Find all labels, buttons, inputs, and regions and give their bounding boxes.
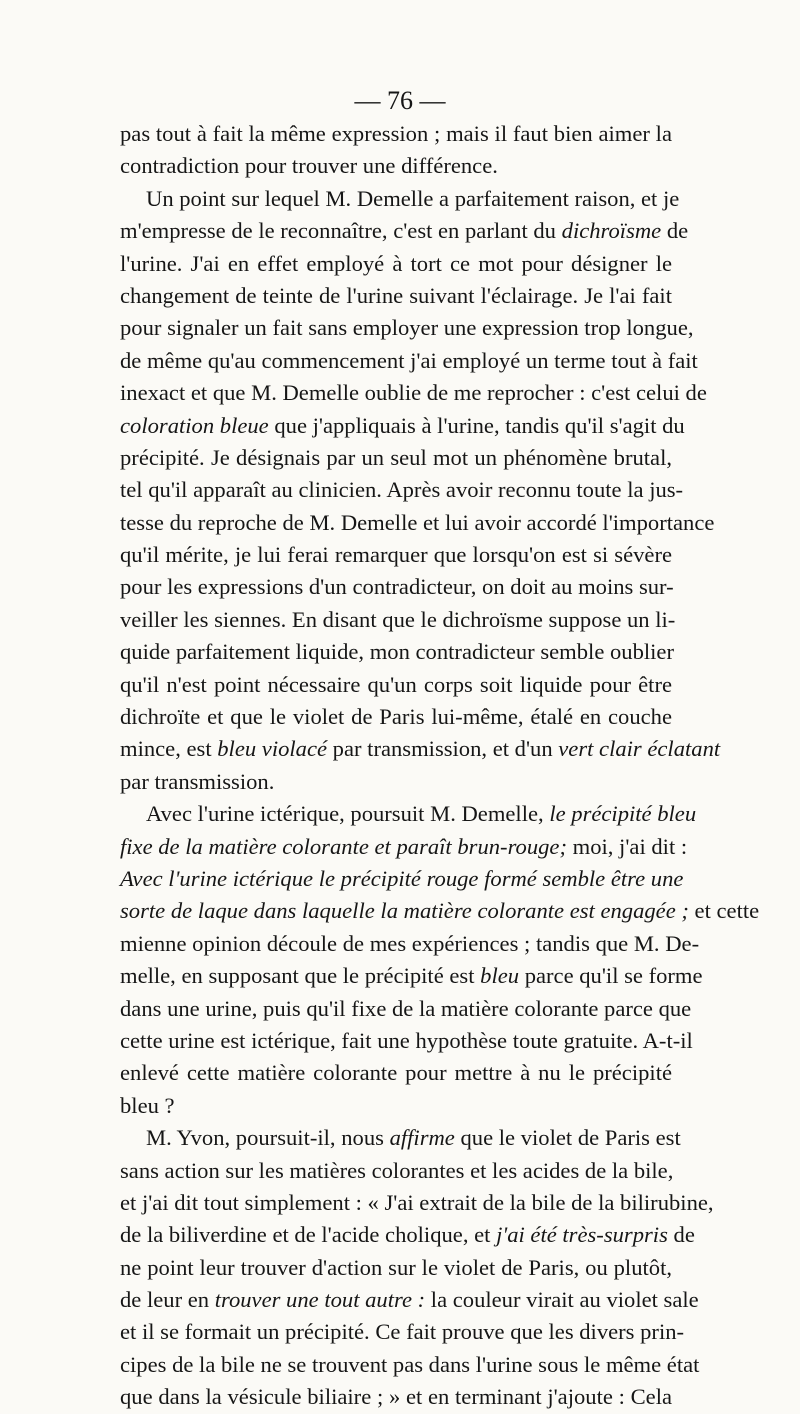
italic-emphasis: affirme <box>389 1125 455 1151</box>
text-line: de la biliverdine et de l'acide cholique, et j'ai été très-surpris de <box>120 1222 695 1248</box>
text-line: mienne opinion découle de mes expériences ; tandis que M. De- <box>120 930 700 956</box>
text-line: et j'ai dit tout simplement : « J'ai extrait de la bile de la bilirubine, <box>120 1189 714 1215</box>
italic-emphasis: Avec l'urine ictérique le précipité rouge formé semble être une <box>120 865 684 891</box>
text-line: tesse du reproche de M. Demelle et lui avoir accordé l'importance <box>120 509 715 535</box>
italic-emphasis: fixe de la matière colorante et paraît brun-rouge; <box>120 833 567 859</box>
text-line: contradiction pour trouver une différence. <box>120 153 498 179</box>
italic-emphasis: sorte de laque dans laquelle la matière colorante est engagée ; <box>120 898 689 924</box>
text-line: cipes de la bile ne se trouvent pas dans l'urine sous le même état <box>120 1351 700 1377</box>
italic-emphasis: coloration bleue <box>120 412 269 438</box>
text-line: Avec l'urine ictérique, poursuit M. Demelle, le précipité bleu <box>146 801 697 827</box>
italic-emphasis: vert clair éclatant <box>558 736 721 762</box>
page-number: — 76 — <box>354 86 446 115</box>
italic-emphasis: dichroïsme <box>561 218 662 244</box>
text-line: de leur en trouver une tout autre : la couleur virait au violet sale <box>120 1287 699 1313</box>
italic-emphasis: bleu <box>480 963 520 989</box>
text-line: cette urine est ictérique, fait une hypothèse toute gratuite. A-t-il <box>120 1027 693 1053</box>
text-line: enlevé cette matière colorante pour mettre à nu le précipité <box>120 1060 672 1086</box>
text-line: coloration bleue que j'appliquais à l'urine, tandis qu'il s'agit du <box>120 412 685 438</box>
text-line: M. Yvon, poursuit-il, nous affirme que le violet de Paris est <box>146 1125 681 1151</box>
text-line: Un point sur lequel M. Demelle a parfaitement raison, et je <box>146 185 680 211</box>
text-line: par transmission. <box>120 768 275 794</box>
text-line: melle, en supposant que le précipité est bleu parce qu'il se forme <box>120 963 703 989</box>
italic-emphasis: bleu violacé <box>217 736 328 762</box>
text-line: qu'il n'est point nécessaire qu'un corps soit liquide pour être <box>120 671 672 697</box>
text-line: fixe de la matière colorante et paraît brun-rouge; moi, j'ai dit : <box>120 833 688 859</box>
text-line: pour signaler un fait sans employer une expression trop longue, <box>120 315 694 341</box>
text-line: inexact et que M. Demelle oublie de me reprocher : c'est celui de <box>120 380 707 406</box>
text-line: sorte de laque dans laquelle la matière colorante est engagée ; et cette <box>120 898 760 924</box>
text-line: dans une urine, puis qu'il fixe de la matière colorante parce que <box>120 995 692 1021</box>
text-line: qu'il mérite, je lui ferai remarquer que lorsqu'on est si sévère <box>120 542 672 568</box>
text-line: et il se formait un précipité. Ce fait prouve que les divers prin- <box>120 1319 685 1345</box>
italic-emphasis: j'ai été très-surpris <box>496 1222 668 1248</box>
text-line: dichroïte et que le violet de Paris lui-même, étalé en couche <box>120 704 672 730</box>
text-line: m'empresse de le reconnaître, c'est en parlant du dichroïsme de <box>120 218 689 244</box>
text-line: mince, est bleu violacé par transmission, et d'un vert clair éclatant <box>120 736 721 762</box>
text-line: ne point leur trouver d'action sur le violet de Paris, ou plutôt, <box>120 1254 672 1280</box>
text-line: tel qu'il apparaît au clinicien. Après avoir reconnu toute la jus- <box>120 477 684 503</box>
italic-emphasis: le précipité bleu <box>549 801 697 827</box>
text-line: pas tout à fait la même expression ; mais il faut bien aimer la <box>120 121 672 146</box>
text-line: de même qu'au commencement j'ai employé un terme tout à fait <box>120 347 698 373</box>
text-line: que dans la vésicule biliaire ; » et en terminant j'ajoute : Cela <box>120 1384 672 1410</box>
text-line: changement de teinte de l'urine suivant l'éclairage. Je l'ai fait <box>120 282 672 308</box>
body-text <box>120 118 760 1414</box>
text-line: l'urine. J'ai en effet employé à tort ce mot pour désigner le <box>120 250 672 276</box>
text-line <box>120 863 684 895</box>
text-line: quide parfaitement liquide, mon contradicteur semble oublier <box>120 639 674 665</box>
text-line: précipité. Je désignais par un seul mot un phénomène brutal, <box>120 444 672 470</box>
text-line: pour les expressions d'un contradicteur, on doit au moins sur- <box>120 574 674 600</box>
italic-emphasis: trouver une tout autre : <box>214 1287 426 1313</box>
text-line: bleu ? <box>120 1092 175 1118</box>
text-line: sans action sur les matières colorantes et les acides de la bile, <box>120 1157 674 1183</box>
text-line: veiller les siennes. En disant que le dichroïsme suppose un li- <box>120 606 676 632</box>
